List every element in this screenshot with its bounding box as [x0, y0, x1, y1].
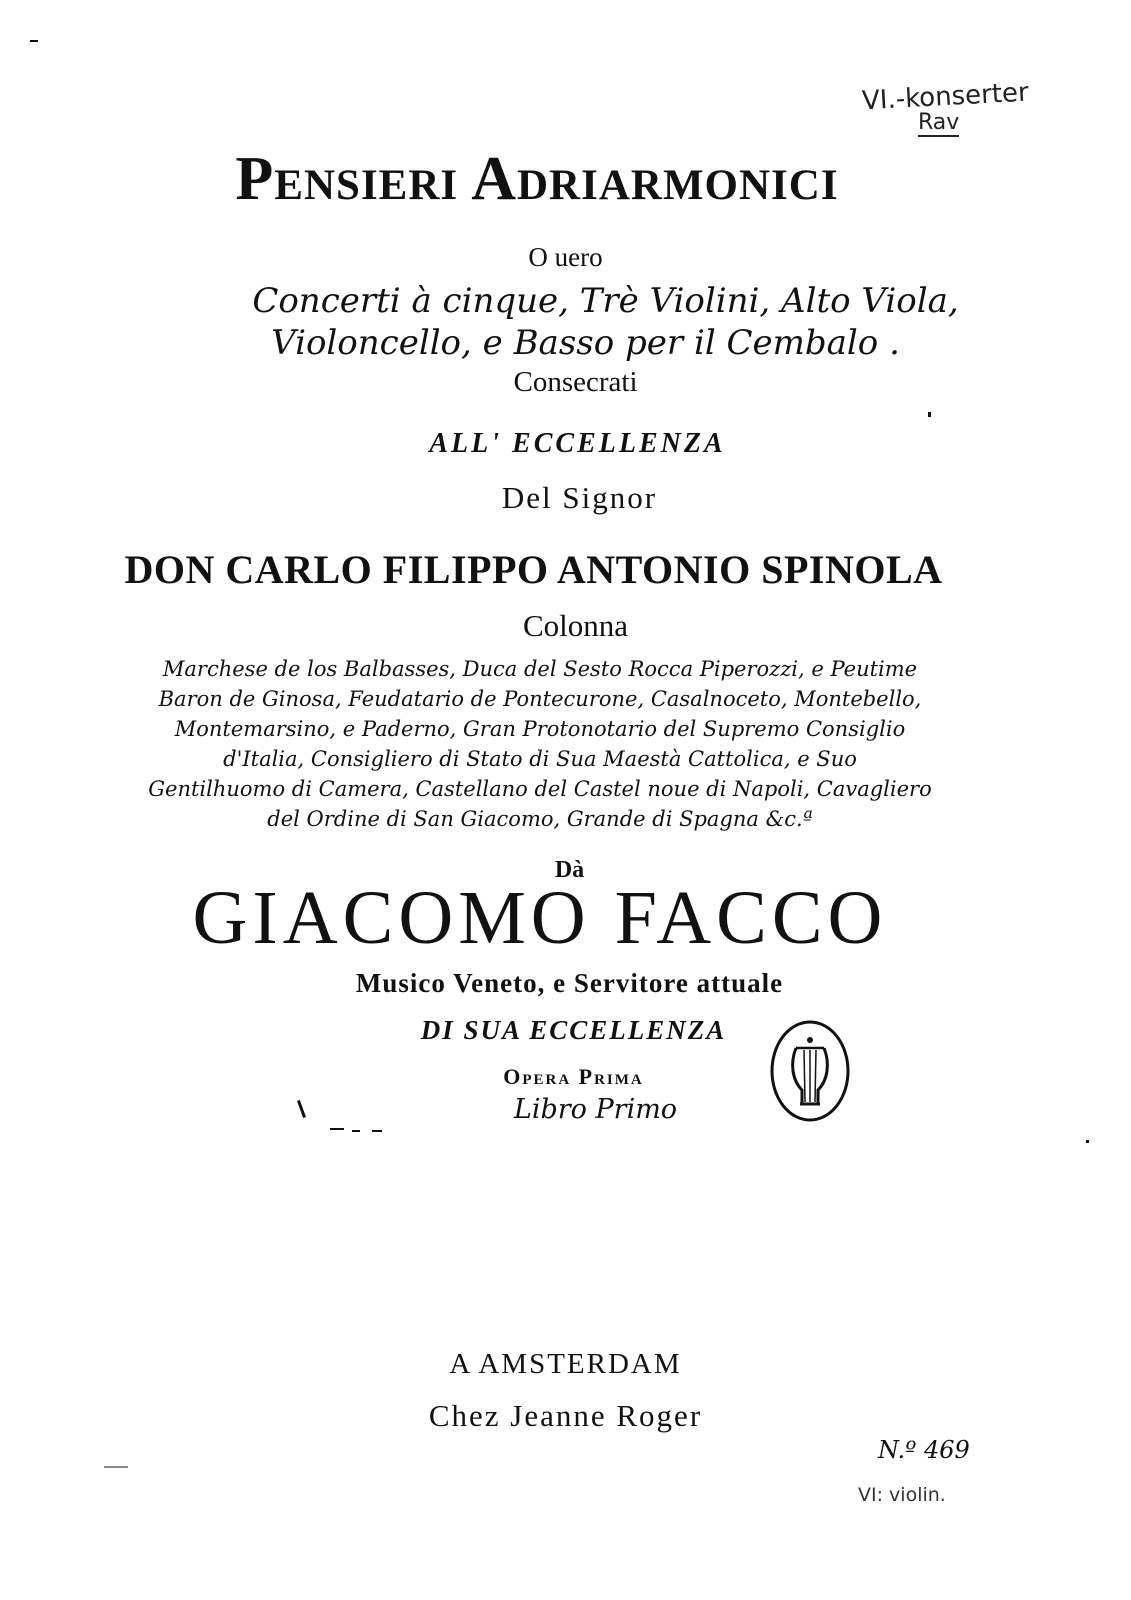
titles-line: d'Italia, Consigliero di Stato di Sua Maestà Cattolica, e Suo: [223, 747, 857, 771]
catalog-number: N.º 469: [878, 1436, 970, 1464]
di-sua-eccellenza-label: DI SUA ECCELLENZA: [420, 1015, 727, 1045]
ink-speck: [1086, 1140, 1089, 1143]
composer-description: Musico Veneto, e Servitore attuale: [355, 968, 784, 998]
colonna-label: Colonna: [522, 608, 629, 643]
subtitle-line-1: Concerti à cinque, Trè Violini, Alto Viola,: [252, 281, 959, 321]
titles-line: Baron de Ginosa, Feudatario de Pontecurone, Casalnoceto, Montebello,: [158, 687, 922, 711]
library-lyre-stamp-icon: [768, 1018, 852, 1124]
ouero-label: O uero: [528, 242, 603, 272]
da-label: Dà: [554, 857, 585, 883]
handwritten-note-bottom: VI: violin.: [858, 1484, 946, 1506]
composer-name: GIACOMO FACCO: [192, 876, 888, 960]
del-signor-label: Del Signor: [501, 480, 658, 515]
titles-line: Marchese de los Balbasses, Duca del Sesto Rocca Piperozzi, e Peutime: [162, 657, 918, 681]
handwritten-shelfmark-sub: Rav: [918, 110, 960, 135]
libro-label: Libro Primo: [513, 1094, 678, 1125]
ink-speck: [372, 1130, 382, 1132]
ink-speck: [330, 1128, 344, 1130]
ink-speck: [352, 1130, 360, 1132]
imprint-publisher: Chez Jeanne Roger: [428, 1398, 703, 1433]
titles-line: del Ordine di San Giacomo, Grande di Spagna &c.ª: [267, 807, 813, 831]
consecrati-label: Consecrati: [513, 366, 638, 398]
titles-line: Montemarsino, e Paderno, Gran Protonotario del Supremo Consiglio: [174, 717, 906, 741]
ink-speck: [104, 1466, 128, 1468]
ink-speck: [30, 40, 38, 42]
opera-label: Opera Prima: [503, 1064, 644, 1089]
main-title: Pensieri Adriarmonici: [235, 145, 839, 213]
handwritten-shelfmark: VI.-konserter: [861, 77, 1030, 117]
subtitle-line-2: Violoncello, e Basso per il Cembalo .: [271, 323, 900, 363]
imprint-city: A AMSTERDAM: [449, 1348, 682, 1380]
dedicatee-name: DON CARLO FILIPPO ANTONIO SPINOLA: [124, 547, 943, 592]
titles-line: Gentilhuomo di Camera, Castellano del Castel noue di Napoli, Cavagliero: [148, 777, 932, 801]
all-eccellenza-label: ALL' ECCELLENZA: [429, 428, 726, 459]
dedicatee-titles: [60, 654, 1020, 834]
ink-speck: [928, 412, 931, 417]
